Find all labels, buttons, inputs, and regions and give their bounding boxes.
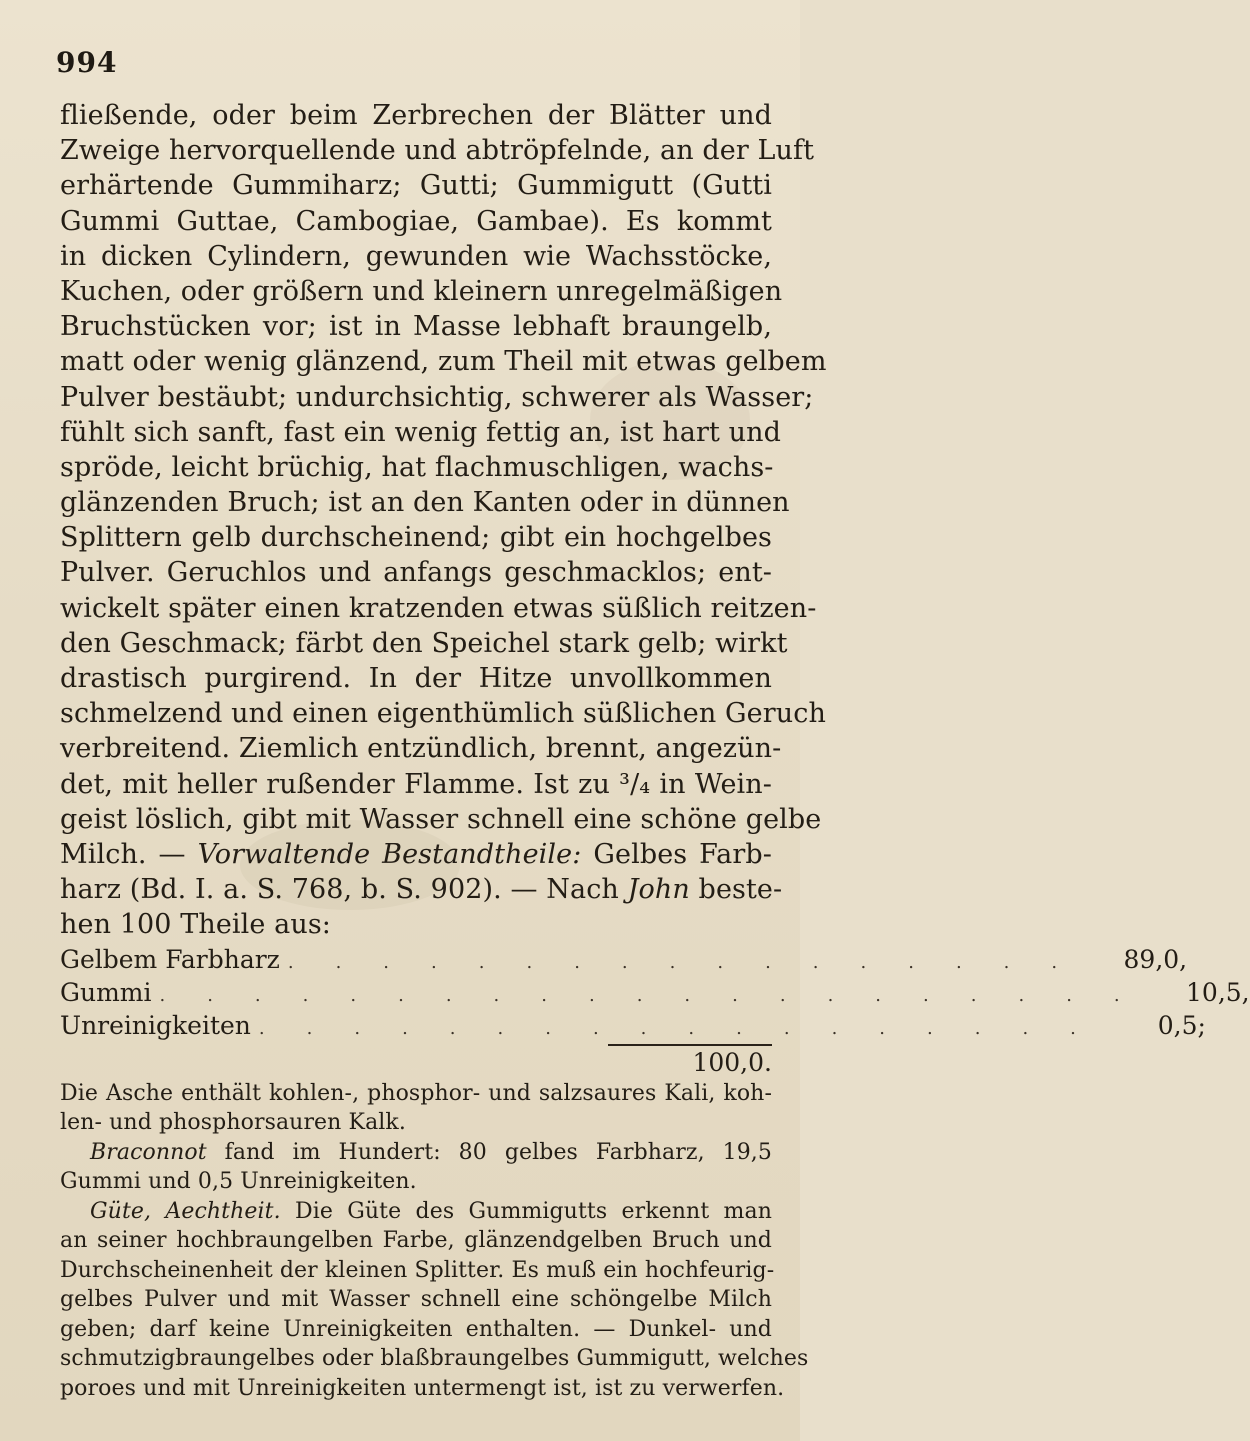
text-line: Kuchen, oder größern und kleinern unregelmäßigen [60,275,783,307]
small-text-line: Gummi und 0,5 Unreinigkeiten. [60,1169,417,1194]
composition-value: 0,5; [1157,1010,1206,1040]
main-text [60,98,1250,1403]
small-text-line: an seiner hochbraungelben Farbe, glänzendgelben Bruch und [60,1228,772,1253]
composition-total-row [60,1046,772,1079]
composition-label: Gelbem Farbharz [60,944,280,974]
text-line: drastisch purgirend. In der Hitze unvollkommen [60,663,772,694]
composition-row [60,976,1250,1009]
leader-dots: ................. [287,951,1100,973]
composition-label: Unreinigkeiten [60,1010,251,1040]
text-line: in dicken Cylindern, gewunden wie Wachsstöcke, [60,240,772,272]
small-text-line-section-heading: Güte, Aechtheit. Die Güte des Gummigutts erkennt man [90,1198,772,1224]
small-text-line: Durchscheinenheit der kleinen Splitter. Es muß ein hochfeurig- [60,1257,775,1283]
small-text-line: Braconnot fand im Hundert: 80 gelbes Farbharz, 19,5 [90,1139,772,1165]
text-line: Zweige hervorquellende und abtröpfelnde, an der Luft [60,135,815,167]
composition-value: 10,5, [1186,977,1250,1007]
page-number: 994 [56,46,118,79]
text-line: verbreitend. Ziemlich entzündlich, brennt, angezün- [60,733,782,765]
composition-label: Gummi [60,977,152,1007]
text-line-reference: harz (Bd. I. a. S. 768, b. S. 902). — Nach John beste- [60,874,783,906]
text-line: Pulver bestäubt; undurchsichtig, schwerer als Wasser; [60,381,814,413]
composition-table [60,943,1250,1079]
text-line: schmelzend und einen eigenthümlich süßlichen Geruch [60,698,826,730]
text-line: matt oder wenig glänzend, zum Theil mit etwas gelbem [60,346,827,378]
text-line: spröde, leicht brüchig, hat flachmuschligen, wachs- [60,451,774,483]
text-line: glänzenden Bruch; ist an den Kanten oder in dünnen [60,487,790,519]
small-text-line: geben; darf keine Unreinigkeiten enthalten. — Dunkel- und [60,1316,772,1342]
small-text-line: schmutzigbraungelbes oder blaßbraungelbes Gummigutt, welches [60,1346,809,1371]
small-text-line: poroes und mit Unreinigkeiten untermengt ist, ist zu verwerfen. [60,1375,785,1401]
composition-total: 100,0. [692,1047,772,1077]
text-line: fließende, oder beim Zerbrechen der Blätter und [60,100,772,131]
text-line: hen 100 Theile aus: [60,909,332,941]
text-line: Bruchstücken vor; ist in Masse lebhaft braungelb, [60,311,772,343]
text-line: Gummi Guttae, Cambogiae, Gambae). Es kommt [60,205,772,237]
text-line: Pulver. Geruchlos und anfangs geschmacklos; ent- [60,557,772,589]
text-line: det, mit heller rußender Flamme. Ist zu ³/₄ in Wein- [60,768,772,800]
composition-value: 89,0, [1123,944,1188,974]
text-line: fühlt sich sanft, fast ein wenig fettig an, ist hart und [60,416,781,448]
small-text-line: gelbes Pulver und mit Wasser schnell eine schöngelbe Milch [60,1287,772,1312]
sum-rule [608,1044,772,1046]
leader-dots: ..................... [159,984,1162,1006]
text-line-ingredients-heading: Milch. — Vorwaltende Bestandtheile: Gelbes Farb- [60,838,772,870]
composition-row [60,1009,1206,1042]
text-line: den Geschmack; färbt den Speichel stark gelb; wirkt [60,627,788,659]
composition-row [60,943,1188,976]
text-line: erhärtende Gummiharz; Gutti; Gummigutt (Gutti [60,170,772,202]
text-line: Splittern gelb durchscheinend; gibt ein hochgelbes [60,522,772,554]
small-text-line: Die Asche enthält kohlen-, phosphor- und salzsaures Kali, koh- [60,1080,772,1106]
text-line: geist löslich, gibt mit Wasser schnell eine schöne gelbe [60,803,822,835]
text-line: wickelt später einen kratzenden etwas süßlich reitzen- [60,592,817,624]
leader-dots: .................. [258,1017,1118,1039]
small-text-line: len- und phosphorsauren Kalk. [60,1110,406,1135]
